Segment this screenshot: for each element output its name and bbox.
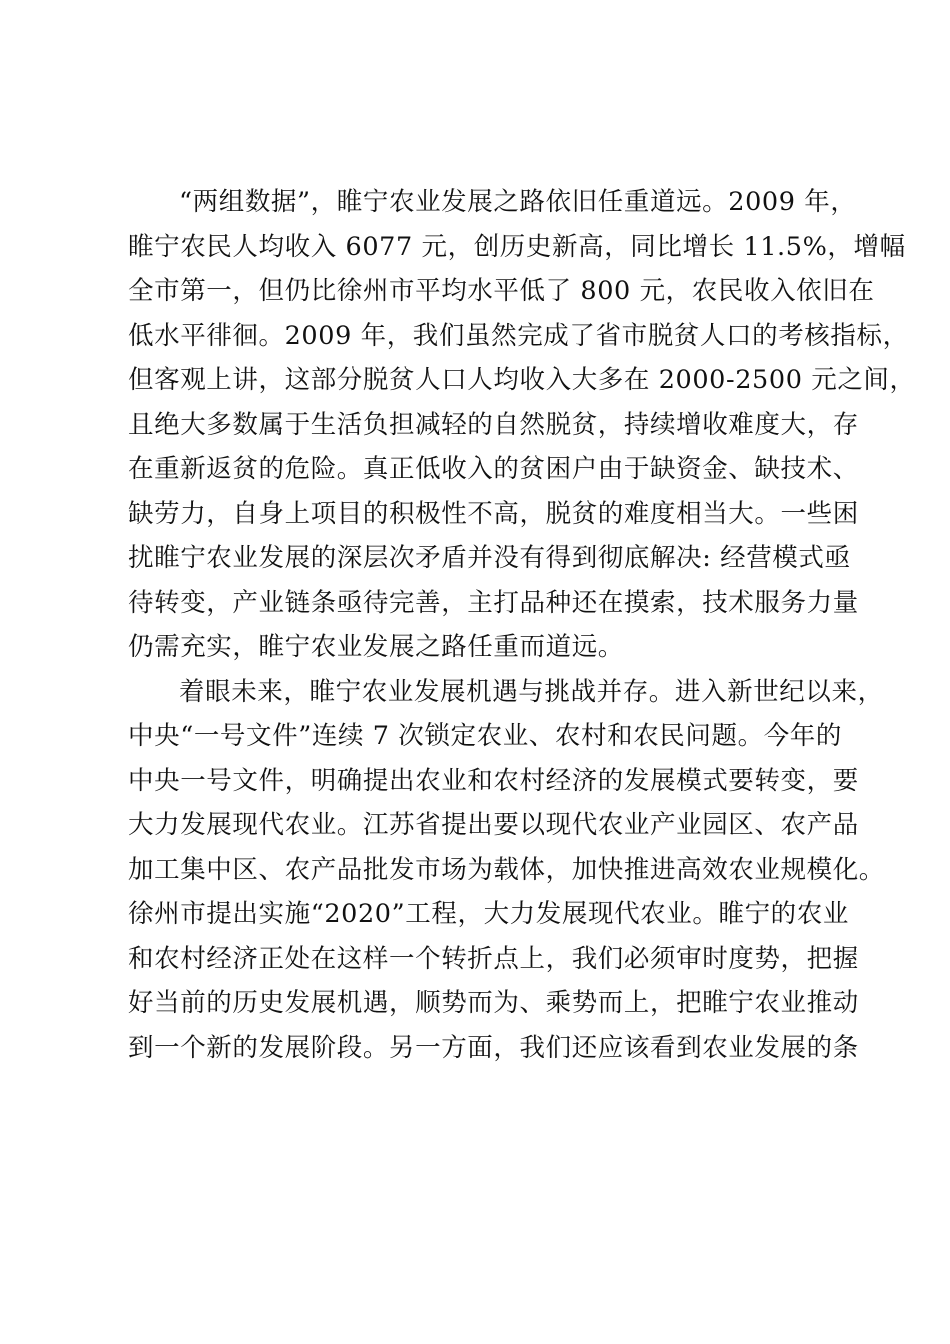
body-text: [128, 180, 916, 1070]
text-line: 中央“一号文件”连续 7 次锁定农业、农村和农民问题。今年的: [128, 721, 843, 751]
text-line: 在重新返贫的危险。真正低收入的贫困户由于缺资金、缺技术、: [128, 454, 859, 484]
text-line: 中央一号文件，明确提出农业和农村经济的发展模式要转变，要: [128, 765, 859, 796]
text-line: 加工集中区、农产品批发市场为载体，加快推进高效农业规模化。: [128, 854, 885, 885]
text-line: 到一个新的发展阶段。另一方面，我们还应该看到农业发展的条: [128, 1032, 859, 1063]
text-line: 好当前的历史发展机遇，顺势而为、乘势而上，把睢宁农业推动: [128, 988, 859, 1018]
text-line: 且绝大多数属于生活负担减轻的自然脱贫，持续增收难度大，存: [128, 409, 859, 440]
text-line: 低水平徘徊。2009 年，我们虽然完成了省市脱贫人口的考核指标，: [128, 320, 909, 351]
text-line: 着眼未来，睢宁农业发展机遇与挑战并存。进入新世纪以来，: [179, 676, 884, 707]
text-line: “两组数据”，睢宁农业发展之路依旧任重道远。2009 年，: [179, 187, 857, 217]
paragraph-1: [128, 180, 916, 670]
text-line: 但客观上讲，这部分脱贫人口人均收入大多在 2000-2500 元之间，: [128, 365, 916, 395]
text-line: 大力发展现代农业。江苏省提出要以现代农业产业园区、农产品: [128, 810, 859, 840]
text-line: 待转变，产业链条亟待完善，主打品种还在摸索，技术服务力量: [128, 587, 859, 618]
text-line: 睢宁农民人均收入 6077 元，创历史新高，同比增长 11.5%，增幅: [128, 231, 906, 262]
text-line: 缺劳力，自身上项目的积极性不高，脱贫的难度相当大。一些困: [128, 498, 859, 529]
paragraph-2: [128, 670, 885, 1071]
text-line: 和农村经济正处在这样一个转折点上，我们必须审时度势，把握: [128, 943, 859, 974]
text-line: 徐州市提出实施“2020”工程，大力发展现代农业。睢宁的农业: [128, 899, 849, 929]
text-line: 扰睢宁农业发展的深层次矛盾并没有得到彻底解决: 经营模式亟: [128, 543, 851, 573]
text-line: 全市第一，但仍比徐州市平均水平低了 800 元，农民收入依旧在: [128, 276, 875, 306]
text-line: 仍需充实，睢宁农业发展之路任重而道远。: [128, 632, 624, 662]
